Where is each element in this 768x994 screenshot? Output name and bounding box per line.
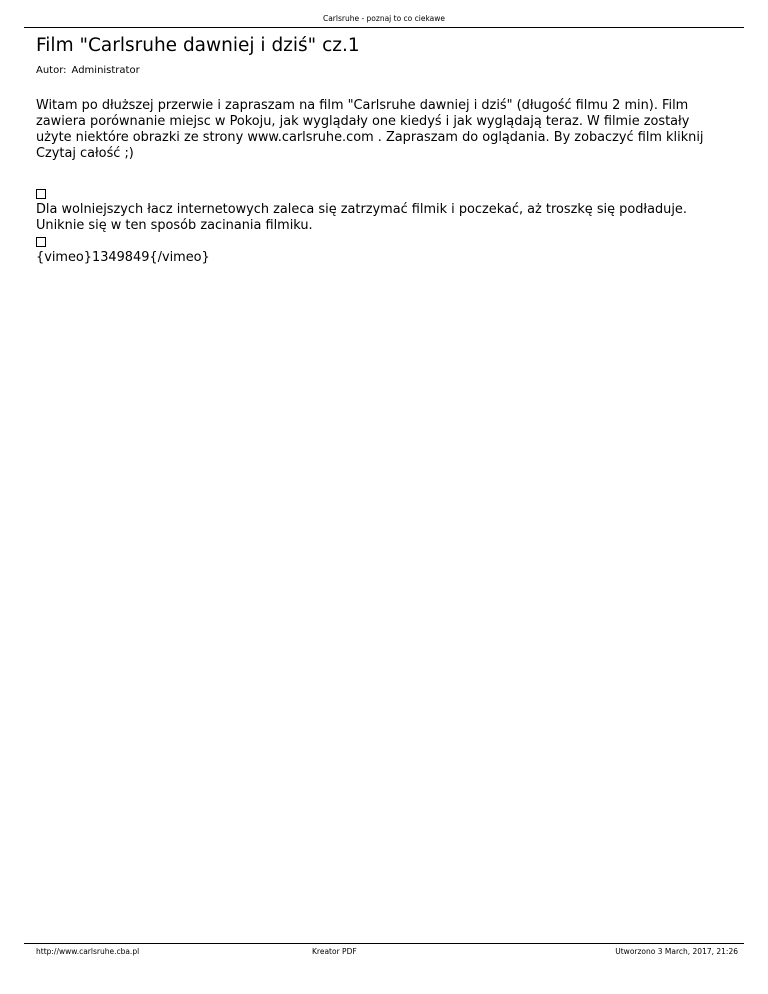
intro-line: użyte niektóre obrazki ze strony www.carlsruhe.com . Zapraszam do oglądania. By zobaczyć film kliknij [36, 130, 704, 145]
article-body [36, 186, 736, 266]
footer-divider [24, 943, 744, 944]
notice-line: Dla wolniejszych łacz internetowych zaleca się zatrzymać filmik i poczekać, aż troszkę się podładuje. [36, 202, 687, 217]
intro-line: zawiera porównanie miejsc w Pokoju, jak wyglądały one kiedyś i jak wyglądają teraz. W filmie zostały [36, 114, 690, 129]
embed-code: {vimeo}1349849{/vimeo} [36, 250, 210, 265]
page-footer [24, 947, 744, 959]
page-header: Carlsruhe - poznaj to co ciekawe [322, 14, 446, 23]
notice-line: Uniknie się w ten sposób zacinania filmiku. [36, 218, 313, 233]
footer-generator: Kreator PDF [312, 947, 357, 956]
intro-line: Czytaj całość ;) [36, 146, 134, 161]
broken-image-icon [36, 237, 46, 247]
header-divider [24, 27, 744, 28]
footer-created: Utworzono 3 March, 2017, 21:26 [615, 947, 738, 956]
article-intro [36, 98, 736, 162]
author-label: Autor: [36, 65, 67, 76]
broken-image-icon [36, 189, 46, 199]
article-author [36, 65, 140, 76]
author-name: Administrator [71, 65, 140, 76]
article-title: Film "Carlsruhe dawniej i dziś" cz.1 [36, 35, 360, 56]
footer-url[interactable]: http://www.carlsruhe.cba.pl [36, 947, 140, 956]
intro-line: Witam po dłuższej przerwie i zapraszam na film "Carlsruhe dawniej i dziś" (długość filmu 2 min). Film [36, 98, 689, 113]
